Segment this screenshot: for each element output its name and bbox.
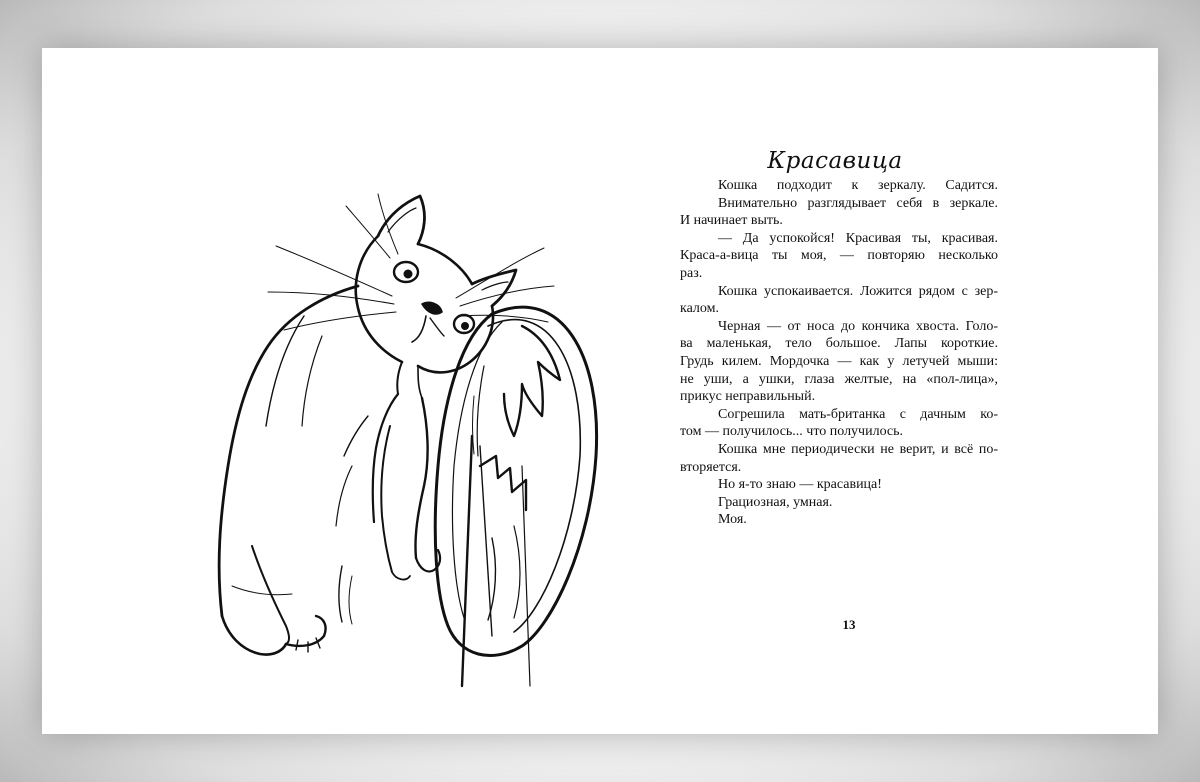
story-line: Кошка успокаивается. Ложится рядом с зер-: [718, 283, 998, 299]
story-line: Грациозная, умная.: [718, 494, 833, 510]
story-line: Но я-то знаю — красавица!: [718, 477, 882, 493]
story-line: раз.: [680, 265, 703, 281]
story-line: том — получилось... что получилось.: [680, 424, 904, 440]
story-line: Черная — от носа до кончика хвоста. Голо-: [718, 318, 998, 334]
story-line: Кошка мне периодически не верит, и всё по-: [718, 441, 998, 457]
book-spread: [42, 48, 1158, 734]
story-text: [680, 177, 998, 529]
story-line: Моя.: [718, 512, 747, 528]
story-line: Краса-а-вица ты моя, — повторяю несколько: [680, 248, 998, 264]
story-line: ва маленькая, тело большое. Лапы короткие.: [680, 336, 998, 352]
story-line: Внимательно разглядывает себя в зеркале.: [718, 195, 998, 211]
story-line: Согрешила мать-британка с дачным ко-: [718, 406, 998, 422]
story-line: прикус неправильный.: [680, 389, 816, 405]
story-line: вторяется.: [680, 459, 742, 475]
story-line: калом.: [680, 301, 720, 317]
story-line: Кошка подходит к зеркалу. Садится.: [718, 178, 998, 193]
story-line: не уши, а ушки, глаза желтые, на «пол-лица»,: [680, 371, 998, 387]
page-number: 13: [842, 617, 856, 632]
story-line: И начинает выть.: [680, 213, 783, 229]
story-line: — Да успокойся! Красивая ты, красивая.: [718, 230, 998, 246]
cat-mirror-illustration: [192, 166, 632, 696]
story-line: Грудь килем. Мордочка — как у летучей мыши:: [680, 353, 998, 369]
cat-at-mirror-illustration-icon: [192, 166, 632, 696]
chapter-title: Красавица: [767, 148, 903, 174]
